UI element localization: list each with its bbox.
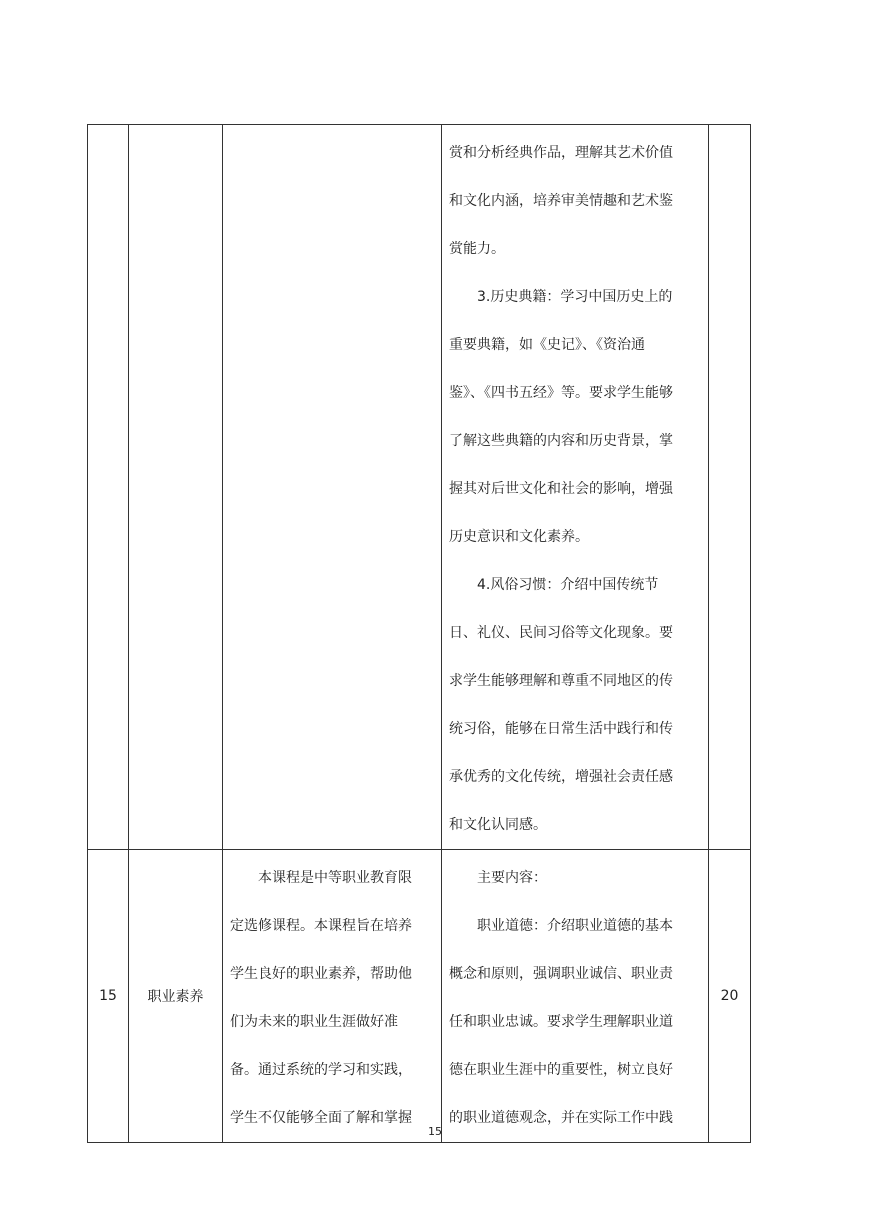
table-row bbox=[88, 125, 751, 850]
row1-number-cell bbox=[88, 125, 129, 850]
row2-name-cell bbox=[129, 850, 223, 1143]
row1-name-cell bbox=[129, 125, 223, 850]
text-line: 的职业道德观念，并在实际工作中践 bbox=[449, 1110, 673, 1126]
row2-hours-cell bbox=[709, 850, 751, 1143]
text-line: 承优秀的文化传统，增强社会责任感 bbox=[449, 769, 673, 785]
text-line: 4.风俗习惯：介绍中国传统节 bbox=[477, 577, 659, 593]
text-line: 定选修课程。本课程旨在培养 bbox=[230, 918, 412, 934]
course-number: 15 bbox=[99, 988, 117, 1004]
course-content bbox=[442, 850, 708, 1142]
text-line: 们为未来的职业生涯做好准 bbox=[230, 1014, 398, 1030]
text-line: 赏能力。 bbox=[449, 241, 505, 257]
text-line: 历史意识和文化素养。 bbox=[449, 529, 589, 545]
text-line: 赏和分析经典作品，理解其艺术价值 bbox=[449, 145, 673, 161]
row1-description-cell bbox=[223, 125, 442, 850]
course-name: 职业素养 bbox=[147, 989, 204, 1005]
text-line: 日、礼仪、民间习俗等文化现象。要 bbox=[449, 625, 673, 641]
course-description bbox=[223, 850, 441, 1142]
page-number: 15 bbox=[428, 1125, 442, 1138]
text-line: 职业道德：介绍职业道德的基本 bbox=[477, 918, 673, 934]
table-row bbox=[88, 850, 751, 1143]
text-line: 主要内容： bbox=[477, 870, 547, 886]
text-line: 统习俗，能够在日常生活中践行和传 bbox=[449, 721, 673, 737]
text-line: 备。通过系统的学习和实践， bbox=[230, 1062, 412, 1078]
text-line: 握其对后世文化和社会的影响，增强 bbox=[449, 481, 673, 497]
text-line: 了解这些典籍的内容和历史背景，掌 bbox=[449, 433, 673, 449]
text-line: 本课程是中等职业教育限 bbox=[258, 870, 412, 886]
text-line: 和文化内涵，培养审美情趣和艺术鉴 bbox=[449, 193, 673, 209]
row1-content-cell bbox=[442, 125, 709, 850]
text-line: 德在职业生涯中的重要性，树立良好 bbox=[449, 1062, 673, 1078]
row2-content-cell bbox=[442, 850, 709, 1143]
row2-description-cell bbox=[223, 850, 442, 1143]
text-line: 3.历史典籍：学习中国历史上的 bbox=[477, 289, 673, 305]
text-line: 学生不仅能够全面了解和掌握 bbox=[230, 1110, 412, 1126]
row1-content-lines bbox=[442, 125, 708, 849]
text-line: 和文化认同感。 bbox=[449, 817, 547, 833]
text-line: 重要典籍，如《史记》、《资治通 bbox=[449, 337, 645, 353]
text-line: 求学生能够理解和尊重不同地区的传 bbox=[449, 673, 673, 689]
course-hours: 20 bbox=[720, 988, 739, 1004]
row1-hours-cell bbox=[709, 125, 751, 850]
text-line: 任和职业忠诚。要求学生理解职业道 bbox=[449, 1014, 673, 1030]
text-line: 鉴》、《四书五经》等。要求学生能够 bbox=[449, 385, 673, 401]
row2-number-cell bbox=[88, 850, 129, 1143]
text-line: 学生良好的职业素养，帮助他 bbox=[230, 966, 412, 982]
text-line: 概念和原则，强调职业诚信、职业责 bbox=[449, 966, 673, 982]
course-table bbox=[87, 124, 751, 1143]
